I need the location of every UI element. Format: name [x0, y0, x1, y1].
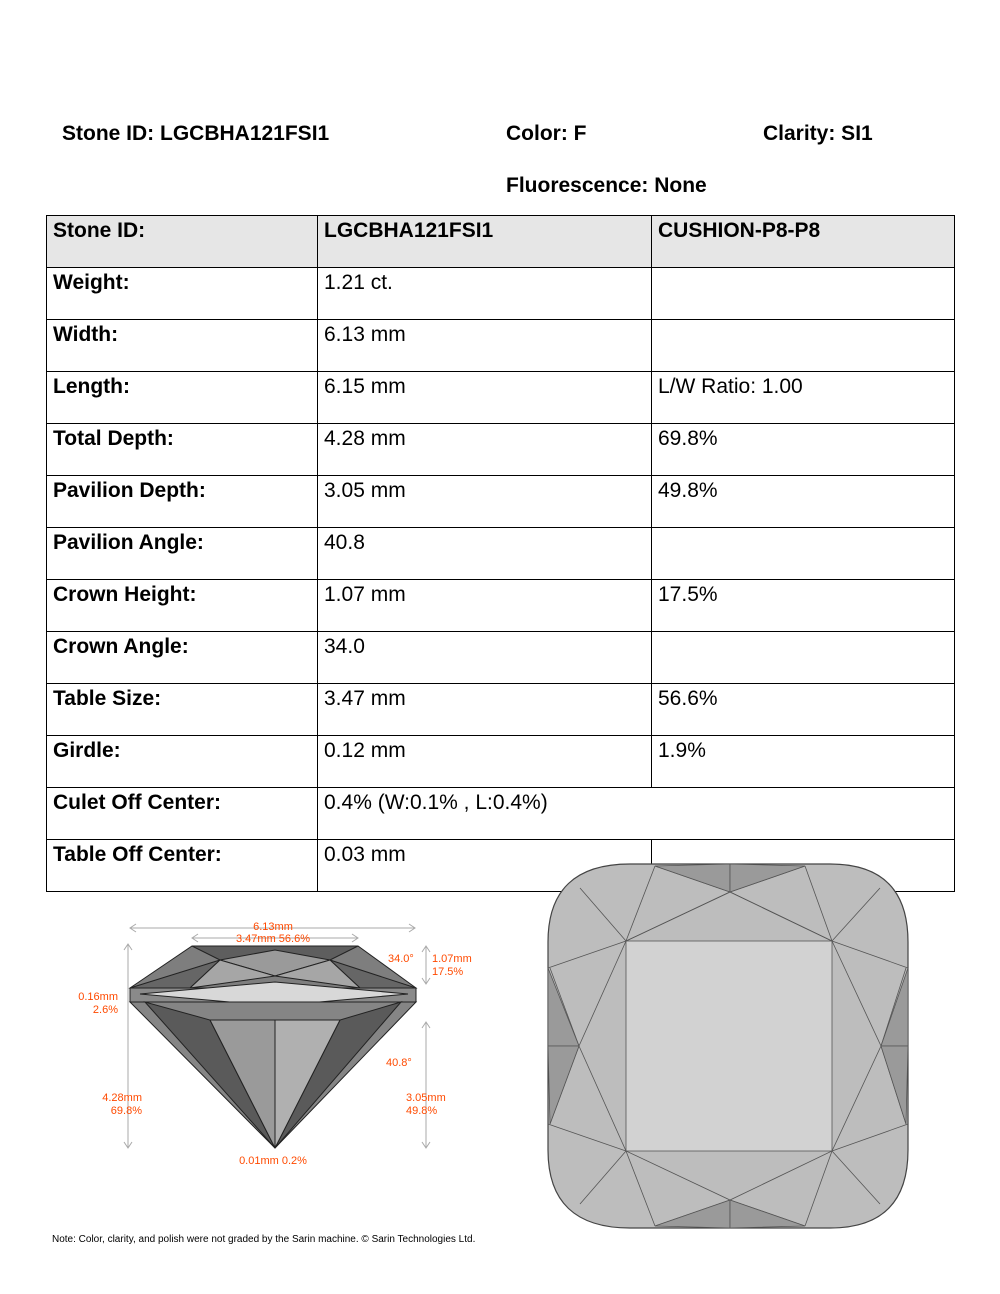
row-label: Table Size: — [47, 684, 318, 736]
row-value: 0.12 mm — [318, 736, 652, 788]
dim-total-depth-label: 4.28mm — [102, 1092, 142, 1104]
row-value: 4.28 mm — [318, 424, 652, 476]
table-row — [47, 476, 955, 528]
row-value: 6.15 mm — [318, 372, 652, 424]
row-label: Table Off Center: — [47, 840, 318, 892]
row-value: 40.8 — [318, 528, 652, 580]
dim-girdle-pct: 2.6% — [92, 1004, 118, 1016]
measurements-table — [46, 215, 955, 892]
row-extra: 49.8% — [652, 476, 955, 528]
table-row — [47, 528, 955, 580]
table-row — [47, 736, 955, 788]
row-extra: 1.9% — [652, 736, 955, 788]
table-header-cell: LGCBHA121FSI1 — [318, 216, 652, 268]
row-value: 3.05 mm — [318, 476, 652, 528]
row-label: Pavilion Depth: — [47, 476, 318, 528]
header-clarity: Clarity: SI1 — [763, 122, 873, 145]
row-value: 1.07 mm — [318, 580, 652, 632]
dim-total-depth-pct: 69.8% — [110, 1105, 142, 1117]
row-extra: 56.6% — [652, 684, 955, 736]
table-header-cell: CUSHION-P8-P8 — [652, 216, 955, 268]
row-value: 6.13 mm — [318, 320, 652, 372]
top-view-diagram — [540, 858, 920, 1238]
row-extra: 17.5% — [652, 580, 955, 632]
header-fluorescence: Fluorescence: None — [506, 174, 707, 197]
table-header-row — [47, 216, 955, 268]
dim-pavilion-angle-label: 40.8° — [386, 1057, 412, 1069]
row-value: 3.47 mm — [318, 684, 652, 736]
row-extra — [652, 528, 955, 580]
row-label: Total Depth: — [47, 424, 318, 476]
table-row — [47, 372, 955, 424]
row-label: Crown Angle: — [47, 632, 318, 684]
side-profile-diagram — [60, 880, 472, 1180]
table-header-cell: Stone ID: — [47, 216, 318, 268]
table-row — [47, 424, 955, 476]
row-label: Girdle: — [47, 736, 318, 788]
dim-crown-height-label: 1.07mm — [432, 953, 472, 965]
row-label: Weight: — [47, 268, 318, 320]
dim-culet-label: 0.01mm 0.2% — [239, 1155, 307, 1167]
row-extra: 69.8% — [652, 424, 955, 476]
dim-crown-height-pct: 17.5% — [432, 966, 464, 978]
dim-table-label: 3.47mm 56.6% — [236, 933, 310, 945]
table-row — [47, 268, 955, 320]
row-label: Width: — [47, 320, 318, 372]
dim-pavilion-depth-pct: 49.8% — [406, 1105, 438, 1117]
row-label: Crown Height: — [47, 580, 318, 632]
row-value: 0.4% (W:0.1% , L:0.4%) — [318, 788, 955, 840]
row-extra — [652, 320, 955, 372]
footer-note: Note: Color, clarity, and polish were not graded by the Sarin machine. © Sarin Technologies Ltd. — [52, 1234, 476, 1245]
header-stone-id: Stone ID: LGCBHA121FSI1 — [62, 122, 330, 145]
row-extra — [652, 268, 955, 320]
row-value: 1.21 ct. — [318, 268, 652, 320]
row-value: 34.0 — [318, 632, 652, 684]
row-extra: L/W Ratio: 1.00 — [652, 372, 955, 424]
table-row — [47, 788, 955, 840]
dim-pavilion-depth-label: 3.05mm — [406, 1092, 446, 1104]
row-label: Length: — [47, 372, 318, 424]
header-color: Color: F — [506, 122, 587, 145]
row-label: Culet Off Center: — [47, 788, 318, 840]
row-extra — [652, 632, 955, 684]
row-value: 0.03 mm — [318, 840, 652, 892]
dim-width-label: 6.13mm — [253, 921, 293, 933]
dim-girdle-label: 0.16mm — [78, 991, 118, 1003]
row-label: Pavilion Angle: — [47, 528, 318, 580]
diamond-profile — [130, 946, 416, 1148]
table-row — [47, 320, 955, 372]
table-row — [47, 684, 955, 736]
dim-crown-angle-label: 34.0° — [388, 953, 414, 965]
table-row — [47, 580, 955, 632]
table-row — [47, 632, 955, 684]
